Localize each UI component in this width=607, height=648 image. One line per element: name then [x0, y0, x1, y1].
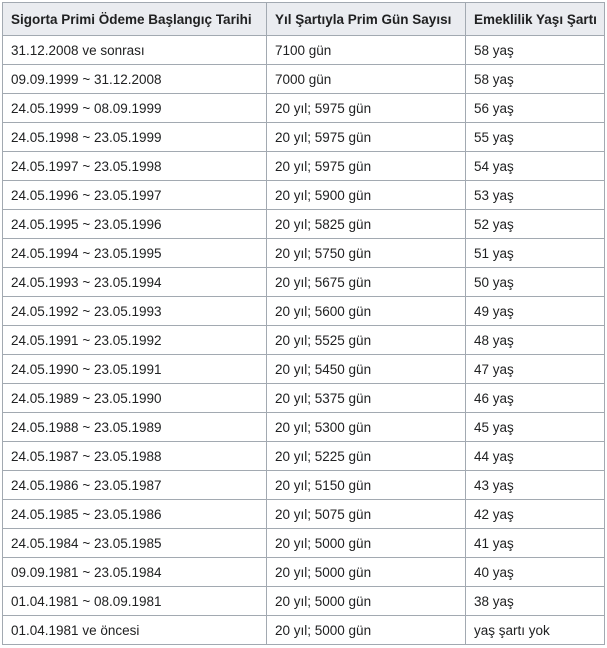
cell-retirement-age: 38 yaş [466, 587, 605, 616]
cell-premium-days: 20 yıl; 5000 gün [267, 558, 466, 587]
header-retirement-age: Emeklilik Yaşı Şartı [466, 3, 605, 36]
retirement-table-container [2, 2, 604, 645]
cell-retirement-age: 48 yaş [466, 326, 605, 355]
cell-start-date: 24.05.1995 ~ 23.05.1996 [3, 210, 267, 239]
table-row [3, 529, 605, 558]
cell-premium-days: 20 yıl; 5975 gün [267, 94, 466, 123]
cell-retirement-age: 43 yaş [466, 471, 605, 500]
table-row [3, 442, 605, 471]
cell-retirement-age: 58 yaş [466, 36, 605, 65]
cell-start-date: 24.05.1994 ~ 23.05.1995 [3, 239, 267, 268]
cell-retirement-age: 53 yaş [466, 181, 605, 210]
cell-premium-days: 20 yıl; 5150 gün [267, 471, 466, 500]
header-premium-days: Yıl Şartıyla Prim Gün Sayısı [267, 3, 466, 36]
cell-start-date: 24.05.1993 ~ 23.05.1994 [3, 268, 267, 297]
cell-start-date: 24.05.1997 ~ 23.05.1998 [3, 152, 267, 181]
cell-retirement-age: 40 yaş [466, 558, 605, 587]
cell-premium-days: 20 yıl; 5825 gün [267, 210, 466, 239]
cell-premium-days: 20 yıl; 5525 gün [267, 326, 466, 355]
table-row [3, 268, 605, 297]
cell-premium-days: 20 yıl; 5750 gün [267, 239, 466, 268]
cell-premium-days: 20 yıl; 5000 gün [267, 616, 466, 645]
cell-premium-days: 20 yıl; 5675 gün [267, 268, 466, 297]
cell-start-date: 31.12.2008 ve sonrası [3, 36, 267, 65]
cell-start-date: 01.04.1981 ve öncesi [3, 616, 267, 645]
cell-premium-days: 20 yıl; 5225 gün [267, 442, 466, 471]
cell-retirement-age: 51 yaş [466, 239, 605, 268]
cell-start-date: 24.05.1985 ~ 23.05.1986 [3, 500, 267, 529]
cell-retirement-age: 41 yaş [466, 529, 605, 558]
table-row [3, 239, 605, 268]
cell-start-date: 24.05.1984 ~ 23.05.1985 [3, 529, 267, 558]
cell-retirement-age: 44 yaş [466, 442, 605, 471]
cell-premium-days: 20 yıl; 5600 gün [267, 297, 466, 326]
cell-retirement-age: 50 yaş [466, 268, 605, 297]
cell-start-date: 24.05.1986 ~ 23.05.1987 [3, 471, 267, 500]
cell-retirement-age: 42 yaş [466, 500, 605, 529]
cell-start-date: 24.05.1987 ~ 23.05.1988 [3, 442, 267, 471]
cell-start-date: 24.05.1990 ~ 23.05.1991 [3, 355, 267, 384]
cell-retirement-age: yaş şartı yok [466, 616, 605, 645]
cell-retirement-age: 52 yaş [466, 210, 605, 239]
table-header-row [3, 3, 605, 36]
cell-retirement-age: 49 yaş [466, 297, 605, 326]
cell-retirement-age: 58 yaş [466, 65, 605, 94]
cell-premium-days: 20 yıl; 5000 gün [267, 529, 466, 558]
cell-start-date: 24.05.1991 ~ 23.05.1992 [3, 326, 267, 355]
cell-premium-days: 20 yıl; 5900 gün [267, 181, 466, 210]
table-row [3, 384, 605, 413]
cell-premium-days: 20 yıl; 5450 gün [267, 355, 466, 384]
table-row [3, 210, 605, 239]
table-row [3, 152, 605, 181]
cell-retirement-age: 45 yaş [466, 413, 605, 442]
cell-premium-days: 7100 gün [267, 36, 466, 65]
header-start-date: Sigorta Primi Ödeme Başlangıç Tarihi [3, 3, 267, 36]
table-row [3, 355, 605, 384]
cell-start-date: 01.04.1981 ~ 08.09.1981 [3, 587, 267, 616]
cell-premium-days: 7000 gün [267, 65, 466, 94]
table-row [3, 297, 605, 326]
cell-start-date: 24.05.1998 ~ 23.05.1999 [3, 123, 267, 152]
table-row [3, 181, 605, 210]
cell-retirement-age: 54 yaş [466, 152, 605, 181]
cell-start-date: 24.05.1992 ~ 23.05.1993 [3, 297, 267, 326]
cell-retirement-age: 47 yaş [466, 355, 605, 384]
cell-start-date: 24.05.1989 ~ 23.05.1990 [3, 384, 267, 413]
table-row [3, 558, 605, 587]
table-row [3, 36, 605, 65]
cell-start-date: 24.05.1988 ~ 23.05.1989 [3, 413, 267, 442]
table-row [3, 123, 605, 152]
table-row [3, 326, 605, 355]
cell-premium-days: 20 yıl; 5375 gün [267, 384, 466, 413]
cell-start-date: 24.05.1999 ~ 08.09.1999 [3, 94, 267, 123]
cell-start-date: 09.09.1999 ~ 31.12.2008 [3, 65, 267, 94]
cell-start-date: 09.09.1981 ~ 23.05.1984 [3, 558, 267, 587]
table-row [3, 65, 605, 94]
table-body [3, 36, 605, 645]
retirement-conditions-table [2, 2, 605, 645]
cell-retirement-age: 55 yaş [466, 123, 605, 152]
table-row [3, 413, 605, 442]
cell-retirement-age: 56 yaş [466, 94, 605, 123]
table-row [3, 616, 605, 645]
table-row [3, 471, 605, 500]
table-row [3, 587, 605, 616]
cell-premium-days: 20 yıl; 5975 gün [267, 152, 466, 181]
cell-premium-days: 20 yıl; 5975 gün [267, 123, 466, 152]
cell-retirement-age: 46 yaş [466, 384, 605, 413]
cell-premium-days: 20 yıl; 5000 gün [267, 587, 466, 616]
table-row [3, 94, 605, 123]
table-row [3, 500, 605, 529]
cell-premium-days: 20 yıl; 5300 gün [267, 413, 466, 442]
cell-start-date: 24.05.1996 ~ 23.05.1997 [3, 181, 267, 210]
cell-premium-days: 20 yıl; 5075 gün [267, 500, 466, 529]
